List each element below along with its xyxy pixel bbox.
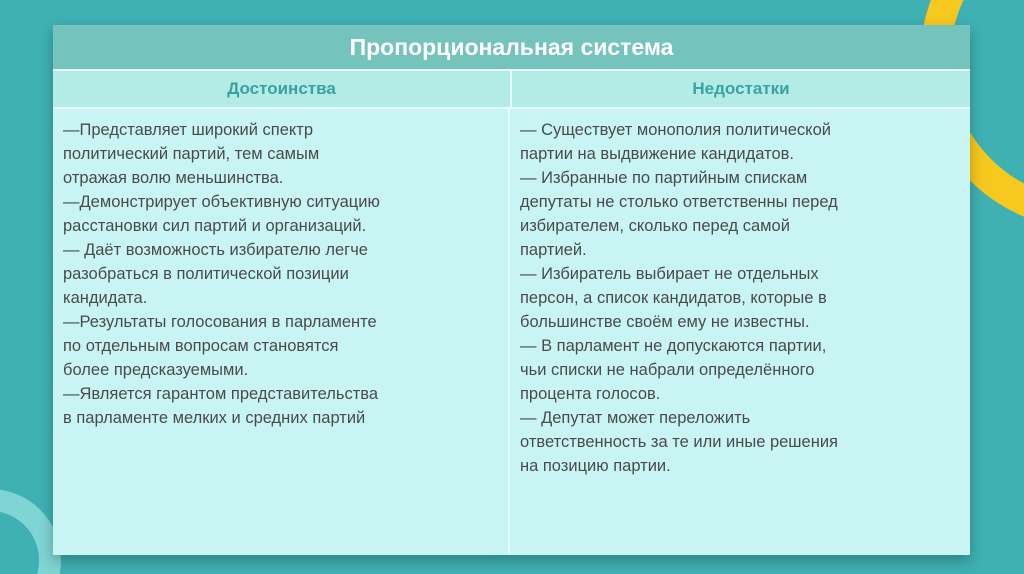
disadvantages-line: партии на выдвижение кандидатов. xyxy=(520,145,794,163)
advantages-line: кандидата. xyxy=(63,289,148,307)
advantages-header: Достоинства xyxy=(53,71,512,107)
advantages-line: по отдельным вопросам становятся xyxy=(63,337,339,355)
comparison-table xyxy=(53,25,970,555)
disadvantages-line: — В парламент не допускаются партии, xyxy=(520,337,827,355)
disadvantages-line: чьи списки не набрали определённого xyxy=(520,361,815,379)
disadvantages-line: процента голосов. xyxy=(520,385,661,403)
disadvantages-line: депутаты не столько ответственны перед xyxy=(520,193,838,211)
disadvantages-line: — Избиратель выбирает не отдельных xyxy=(520,265,819,283)
disadvantages-line: избирателем, сколько перед самой xyxy=(520,217,790,235)
advantages-line: —Результаты голосования в парламенте xyxy=(63,313,377,331)
table-title: Пропорциональная система xyxy=(53,25,970,71)
table-header-row xyxy=(53,71,970,109)
advantages-line: —Демонстрирует объективную ситуацию xyxy=(63,193,380,211)
advantages-cell xyxy=(53,109,510,555)
advantages-line: —Представляет широкий спектр xyxy=(63,121,314,139)
advantages-line: отражая волю меньшинства. xyxy=(63,169,284,187)
table-body-row xyxy=(53,109,970,555)
disadvantages-line: персон, а список кандидатов, которые в xyxy=(520,289,827,307)
disadvantages-line: ответственность за те или иные решения xyxy=(520,433,838,451)
disadvantages-cell xyxy=(510,109,970,555)
advantages-line: более предсказуемыми. xyxy=(63,361,249,379)
disadvantages-header: Недостатки xyxy=(692,79,790,98)
disadvantages-line: — Депутат может переложить xyxy=(520,409,751,427)
disadvantages-line: — Существует монополия политической xyxy=(520,121,831,139)
disadvantages-line: — Избранные по партийным спискам xyxy=(520,169,808,187)
advantages-line: —Является гарантом представительства xyxy=(63,385,379,403)
disadvantages-line: большинстве своём ему не известны. xyxy=(520,313,810,331)
advantages-line: разобраться в политической позиции xyxy=(63,265,349,283)
advantages-line: — Даёт возможность избирателю легче xyxy=(63,241,368,259)
advantages-line: расстановки сил партий и организаций. xyxy=(63,217,367,235)
disadvantages-line: на позицию партии. xyxy=(520,457,671,475)
disadvantages-line: партией. xyxy=(520,241,587,259)
advantages-line: политический партий, тем самым xyxy=(63,145,320,163)
advantages-line: в парламенте мелких и средних партий xyxy=(63,409,366,427)
